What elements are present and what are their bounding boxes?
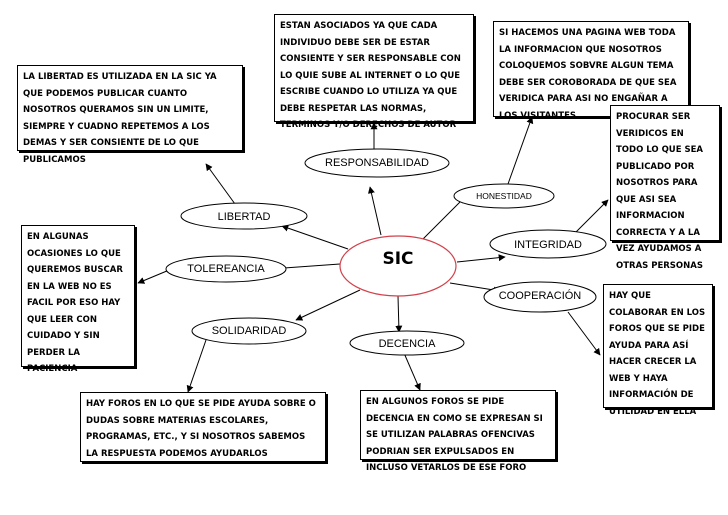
arrow-to-libertad bbox=[282, 226, 348, 249]
arrow-honestidad-note bbox=[508, 117, 532, 184]
node-honestidad: HONESTIDAD bbox=[476, 191, 532, 201]
node-integridad: INTEGRIDAD bbox=[514, 239, 582, 251]
arrow-to-solidaridad bbox=[296, 290, 360, 320]
node-decencia: DECENCIA bbox=[378, 338, 436, 350]
node-responsabilidad: RESPONSABILIDAD bbox=[325, 157, 429, 169]
arrow-cooperacion-note bbox=[568, 312, 600, 355]
note-decencia: EN ALGUNOS FOROS SE PIDE DECENCIA EN COMO SE EXPRESAN SI SE UTILIZAN PALABRAS OFENCIVAS PODRIAN SER EXPULSADOS EN INCLUSO VETARLOS DE ESE FORO bbox=[360, 390, 556, 460]
note-integridad: PROCURAR SER VERIDICOS EN TODO LO QUE SEA PUBLICADO POR NOSOTROS PARA QUE ASI SEA INFORMACION CORRECTA Y A LA VEZ AYUDAMOS A OTRAS PERSONAS bbox=[610, 105, 720, 241]
note-solidaridad: HAY FOROS EN LO QUE SE PIDE AYUDA SOBRE O DUDAS SOBRE MATERIAS ESCOLARES, PROGRAMAS, ETC., Y SI NOSOTROS SABEMOS LA RESPUESTA PODEMOS AYUDARLOS bbox=[80, 392, 326, 462]
note-responsabilidad: ESTAN ASOCIADOS YA QUE CADA INDIVIDUO DEBE SER DE ESTAR CONSIENTE Y SER RESPONSABLE CON LO QUIE SUBE AL INTERNET O LO QUE ESCRIBE CUANDO LO UTILIZA YA QUE DEBE RESPETAR LAS NORMAS, TERMINOS Y/O DERECHOS DE AUTOR bbox=[274, 14, 474, 122]
arrow-decencia-note bbox=[404, 353, 420, 390]
note-cooperacion: HAY QUE COLABORAR EN LOS FOROS QUE SE PIDE AYUDA PARA ASÍ HACER CRECER LA WEB Y HAYA INFORMACIÓN DE UTILIDAD EN ELLA bbox=[603, 284, 713, 408]
node-libertad: LIBERTAD bbox=[217, 211, 271, 223]
arrow-to-decencia bbox=[398, 296, 399, 332]
note-libertad: LA LIBERTAD ES UTILIZADA EN LA SIC YA QUE PODEMOS PUBLICAR CUANTO NOSOTROS QUERAMOS SIN UN LIMITE, SIEMPRE Y CUADNO REPETEMOS A LOS DEMAS Y SER CONSIENTE DE LO QUE PUBLICAMOS bbox=[17, 65, 243, 151]
arrow-solidaridad-note bbox=[188, 340, 206, 392]
arrow-to-responsabilidad bbox=[370, 187, 381, 235]
node-solidaridad: SOLIDARIDAD bbox=[211, 325, 287, 337]
arrow-libertad-note bbox=[206, 164, 235, 204]
arrow-to-integridad bbox=[457, 257, 505, 262]
center-label: SIC bbox=[382, 249, 414, 269]
note-tolereancia: EN ALGUNAS OCASIONES LO QUE QUEREMOS BUSCAR EN LA WEB NO ES FACIL POR ESO HAY QUE LEER CON CUIDADO Y SIN PERDER LA PACIENCIA bbox=[21, 225, 135, 367]
note-honestidad: SI HACEMOS UNA PAGINA WEB TODA LA INFORMACION QUE NOSOTROS COLOQUEMOS SOBVRE ALGUN TEMA DEBE SER COROBORADA DE QUE SEA VERIDICA PARA ASI NO ENGAÑAR A LOS VISITANTES bbox=[493, 21, 689, 117]
node-tolereancia: TOLEREANCIA bbox=[187, 263, 265, 275]
node-cooperacion: COOPERACIÓN bbox=[498, 290, 582, 302]
